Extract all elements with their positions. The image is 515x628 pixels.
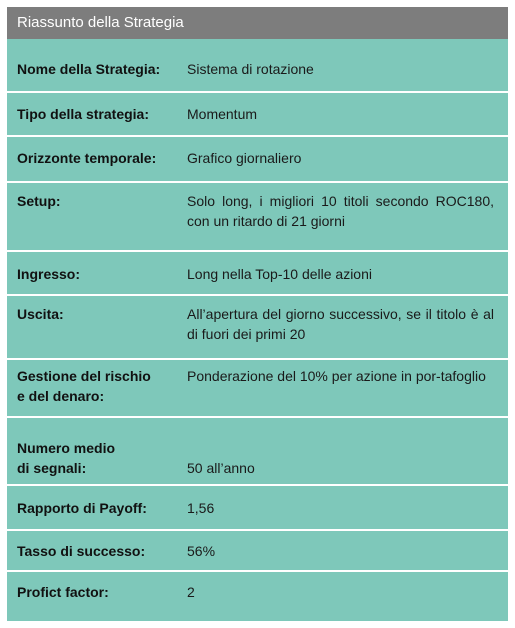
table-row-profit-factor — [7, 572, 508, 614]
row-value: 1,56 — [187, 500, 215, 516]
panel-title: Riassunto della Strategia — [7, 7, 508, 39]
row-value: Solo long, i migliori 10 titoli secondo ROC180, con un ritardo di 21 giorni — [187, 193, 494, 229]
row-value: Long nella Top-10 delle azioni — [187, 266, 372, 282]
row-label: Ingresso: — [17, 266, 81, 282]
table-row-risk-management — [7, 360, 508, 418]
row-label-line: e del denaro: — [17, 388, 105, 404]
row-label: Tasso di successo: — [17, 543, 146, 559]
strategy-summary-panel — [7, 7, 508, 621]
table-row-strategy-name — [7, 45, 508, 93]
row-value: Ponderazione del 10% per azione in por-tafoglio — [187, 368, 486, 384]
row-label: Rapporto di Payoff: — [17, 500, 147, 516]
row-value: 50 all’anno — [187, 460, 255, 476]
row-label-line: di segnali: — [17, 460, 87, 476]
row-label: Setup: — [17, 193, 61, 209]
table-row-time-horizon — [7, 137, 508, 183]
row-label: Uscita: — [17, 306, 64, 322]
row-label: Orizzonte temporale: — [17, 150, 157, 166]
row-label — [7, 438, 187, 484]
row-label-line: Gestione del rischio — [17, 368, 151, 384]
row-label: Nome della Strategia: — [17, 61, 161, 77]
table-row-avg-signals — [7, 418, 508, 486]
row-value: 2 — [187, 584, 195, 600]
row-value: All’apertura del giorno successivo, se il titolo è al di fuori dei primi 20 — [187, 306, 494, 342]
row-value: Grafico giornaliero — [187, 150, 302, 166]
row-label-line: Numero medio — [17, 440, 116, 456]
table-row-payoff-ratio — [7, 486, 508, 531]
table-row-entry — [7, 252, 508, 296]
table-row-strategy-type — [7, 93, 508, 137]
summary-table — [7, 45, 508, 614]
row-label: Tipo della strategia: — [17, 106, 149, 122]
table-row-success-rate — [7, 531, 508, 572]
table-row-setup — [7, 183, 508, 252]
row-label: Profict factor: — [17, 584, 109, 600]
row-value: Momentum — [187, 106, 258, 122]
row-value: 56% — [187, 543, 216, 559]
row-value: Sistema di rotazione — [187, 61, 314, 77]
row-label — [7, 366, 187, 416]
table-row-exit — [7, 296, 508, 360]
